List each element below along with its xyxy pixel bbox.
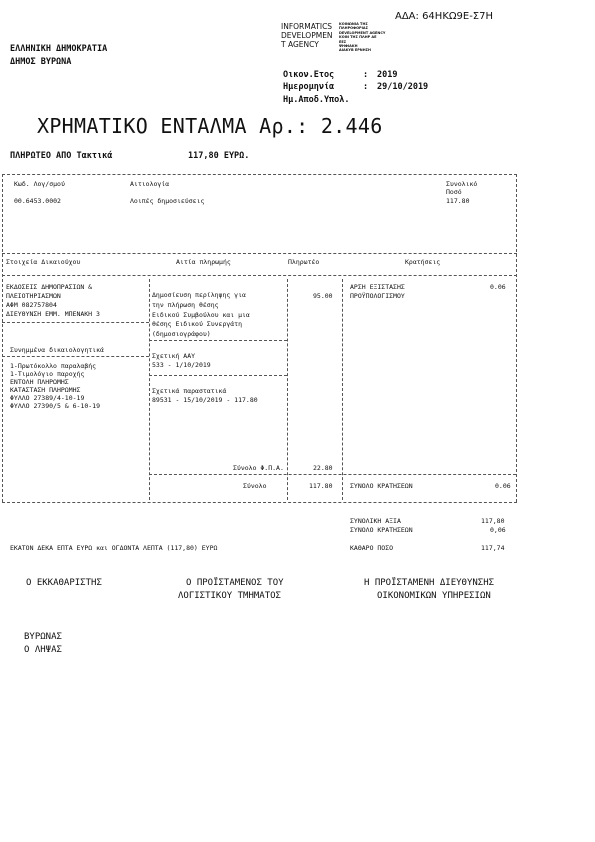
payable-label: ΠΛΗΡΩΤΕΟ ΑΠΟ Τακτικά <box>10 151 113 161</box>
logo-line: DEVELOPMENT AGENCY <box>339 30 386 35</box>
vat-value: 22.80 <box>313 464 333 472</box>
reason-line: Ειδικού Συμβούλου και μια <box>152 310 250 319</box>
payable-amount: 117,80 ΕΥΡΩ. <box>188 151 250 161</box>
aay-value: 533 - 1/10/2019 <box>152 361 211 369</box>
order-value: 89531 - 15/10/2019 - 117.80 <box>152 396 258 404</box>
attached-item: ΦΥΛΛΟ 27389/4-10-19 <box>10 394 85 402</box>
logo-small-text <box>339 22 385 53</box>
totals-rule <box>149 474 516 475</box>
meta-sep: : <box>363 82 369 92</box>
attached-rule <box>2 356 149 357</box>
table-right-border <box>516 174 517 502</box>
deduction-sub: ΠΡΟΫΠΟΛΟΓΙΣΜΟΥ <box>350 292 405 300</box>
ada-code: ΑΔΑ: 64ΗΚΩ9Ε-Σ7Η <box>395 11 494 22</box>
attached-item: ΕΝΤΟΛΗ ΠΛΗΡΩΜΗΣ <box>10 378 69 386</box>
logo-line: ΚΟΙΝΩΝΙΑ ΤΗΣ <box>339 22 368 26</box>
order-label: Σχετικά παραστατικά <box>152 387 227 395</box>
column-separator <box>342 279 343 500</box>
in-words: ΕΚΑΤΟΝ ΔΕΚΑ ΕΠΤΑ ΕΥΡΩ και ΟΓΔΟΝΤΑ ΛΕΠΤΑ (117,80) ΕΥΡΩ <box>10 544 218 552</box>
col-desc-header: Αιτιολογία <box>130 180 170 188</box>
reason-line: (δημοσιογράφου) <box>152 330 211 339</box>
row-code: 00.6453.0002 <box>14 197 61 205</box>
payable-value: 95.00 <box>313 292 333 300</box>
logo-line: ΕΕΣ <box>339 39 347 44</box>
reason-block <box>152 291 250 340</box>
sum-value: 117.80 <box>309 482 333 490</box>
creditor-line: ΠΛΕΙΟΤΗΡΙΑΣΜΩΝ <box>6 292 61 300</box>
meta-date-value: 29/10/2019 <box>377 82 429 92</box>
attached-list <box>10 362 100 410</box>
reason-line: την πλήρωση θέσης <box>152 300 219 309</box>
section-rule <box>2 275 517 276</box>
creditor-line: ΕΚΔΟΣΕΙΣ ΔΗΜΟΠΡΑΣΙΩΝ & <box>6 283 93 291</box>
summary-value: 0,06 <box>490 526 506 534</box>
reason-rule <box>149 340 287 341</box>
creditor-block <box>6 283 100 319</box>
section-rule <box>2 253 517 254</box>
reason-line: Δημοσίευση περίληψης για <box>152 291 246 299</box>
attached-item: 1-Πρωτόκολλο παραλαβής <box>10 362 97 370</box>
meta-num-label: Ημ.Αποδ.Υπολ. <box>283 95 350 105</box>
col-deductions-header: Κρατήσεις <box>405 258 441 266</box>
attached-title: Συνημμένα δικαιολογητικά <box>10 346 104 354</box>
meta-year-label: Οικον.Ετος <box>283 70 335 80</box>
signature-accounting-2: ΛΟΓΙΣΤΙΚΟΥ ΤΜΗΜΑΤΟΣ <box>178 591 281 601</box>
creditor-line: ΑΦΜ 082757804 <box>6 301 57 309</box>
summary-label: ΚΑΘΑΡΟ ΠΟΣΟ <box>350 544 394 552</box>
table-left-border <box>2 174 3 502</box>
meta-date-label: Ημερομηνία <box>283 82 335 92</box>
row-desc: Λοιπές δημοσιεύσεις <box>130 197 205 205</box>
sum-label: Σύνολο <box>243 482 267 490</box>
logo-words <box>281 22 333 49</box>
summary-value: 117,74 <box>481 544 505 552</box>
summary-label: ΣΥΝΟΛΟ ΚΡΑΤΗΣΕΩΝ <box>350 526 413 534</box>
col-reason-header: Αιτία πληρωμής <box>176 258 231 266</box>
meta-sep: : <box>363 70 369 80</box>
summary-label: ΣΥΝΟΛΙΚΗ ΑΞΙΑ <box>350 517 401 525</box>
creditor-line: ΔΙΕΥΘΥΝΣΗ ΕΜΜ. ΜΠΕΝΑΚΗ 3 <box>6 310 100 318</box>
table-top-rule <box>2 174 517 175</box>
meta-year-value: 2019 <box>377 70 398 80</box>
creditor-rule <box>2 322 149 323</box>
logo-word: INFORMATICS <box>281 22 333 31</box>
column-separator <box>287 279 288 500</box>
reason-line: θέσης Ειδικού Συνεργάτη <box>152 320 243 329</box>
issuer-line-1: ΕΛΛΗΝΙΚΗ ΔΗΜΟΚΡΑΤΙΑ <box>10 44 108 54</box>
vat-label: Σύνολο Φ.Π.Α. <box>233 464 284 472</box>
logo-word: T AGENCY <box>281 40 319 49</box>
reason-rule <box>149 375 287 376</box>
logo-line: ΔΙΑΚΥΒ ΕΡΝΗΣΗ <box>339 48 371 53</box>
signature-director-1: Η ΠΡΟΪΣΤΑΜΕΝΗ ΔΙΕΥΘΥΝΣΗΣ <box>364 578 495 588</box>
logo-line: ΠΛΗΡΟΦΟΡΙΑΣ <box>339 26 369 31</box>
col-creditor-header: Στοιχεία Δικαιούχου <box>6 258 81 266</box>
col-code-header: Κωδ. Λογ/σμού <box>14 180 65 188</box>
signature-clerk: Ο ΕΚΚΑΘΑΡΙΣΤΗΣ <box>26 578 102 588</box>
col-total-header-1: Συνολικό <box>446 180 478 188</box>
ded-total-label: ΣΥΝΟΛΟ ΚΡΑΤΗΣΕΩΝ <box>350 482 413 490</box>
attached-item: ΦΥΛΛΟ 27390/5 & 6-10-19 <box>10 402 101 410</box>
deduction-name: ΑΡΣΗ ΕΞΙΣΤΑΣΗΣ <box>350 283 405 291</box>
signature-accounting-1: Ο ΠΡΟΪΣΤΑΜΕΝΟΣ ΤΟΥ <box>186 578 284 588</box>
col-payable-header: Πληρωτέο <box>288 258 320 266</box>
ded-total-value: 0.06 <box>495 482 511 490</box>
column-separator <box>149 279 150 500</box>
aay-label: Σχετική ΑΑΥ <box>152 352 196 360</box>
attached-item: ΚΑΤΑΣΤΑΣΗ ΠΛΗΡΩΜΗΣ <box>10 386 81 394</box>
signature-director-2: ΟΙΚΟΝΟΜΙΚΩΝ ΥΠΗΡΕΣΙΩΝ <box>377 591 491 601</box>
page-title: ΧΡΗΜΑΤΙΚΟ ΕΝΤΑΛΜΑ Αρ.: 2.446 <box>37 114 383 138</box>
logo-line: ΚΟΙΝ ΤΗΣ ΠΛΗΡ ΑΕ <box>339 35 377 40</box>
attached-item: 1-Τιμολόγιο παροχής <box>10 370 85 378</box>
summary-value: 117,80 <box>481 517 505 525</box>
row-amount: 117.80 <box>446 197 470 205</box>
deduction-value: 0.06 <box>490 283 506 291</box>
place-line-2: Ο ΛΗΨΑΣ <box>24 645 62 655</box>
table-bottom-rule <box>2 502 517 503</box>
issuer-line-2: ΔΗΜΟΣ ΒΥΡΩΝΑ <box>10 57 72 67</box>
logo-line: ΨΗΦΙΑΚΗ <box>339 44 358 49</box>
col-total-header-2: Ποσό <box>446 188 462 196</box>
logo-word: DEVELOPMEN <box>281 31 333 40</box>
place-line-1: ΒΥΡΩΝΑΣ <box>24 632 62 642</box>
